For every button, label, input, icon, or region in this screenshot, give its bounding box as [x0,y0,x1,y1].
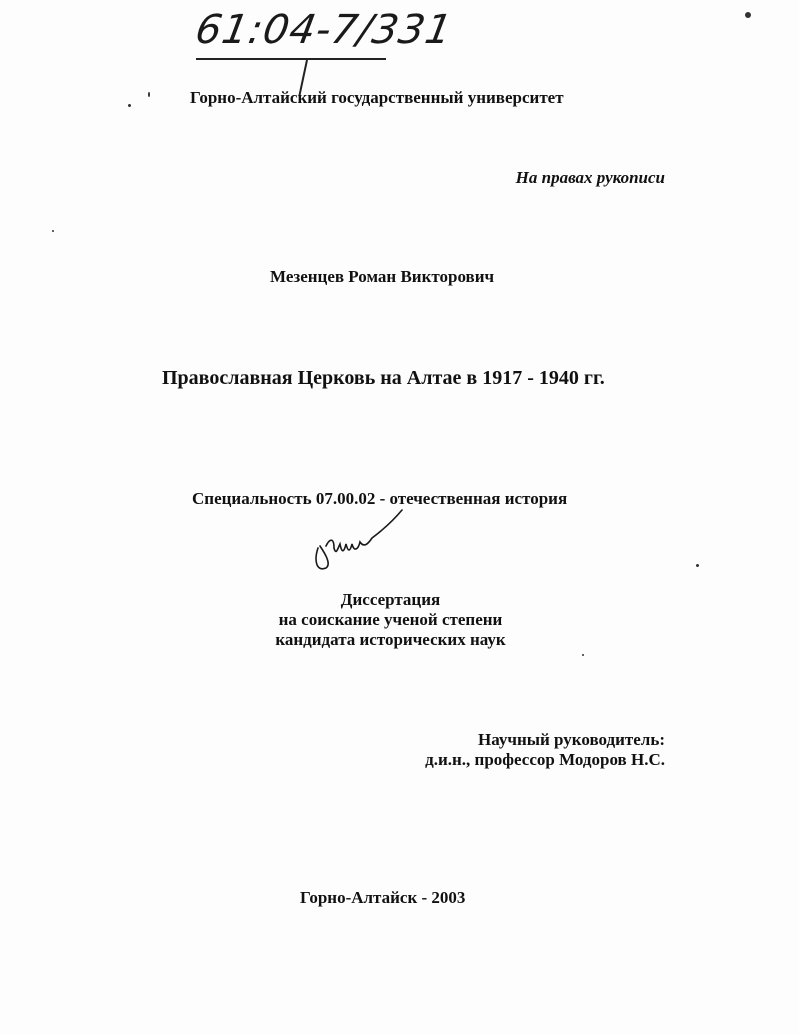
manuscript-rights-note: На правах рукописи [515,168,665,187]
handwritten-underline [196,58,386,60]
handwritten-archive-code: 61:04-7/331 [191,7,457,53]
specialty: Специальность 07.00.02 - отечественная история [192,489,568,508]
advisor-label: Научный руководитель: [478,730,665,749]
scan-speck [128,104,131,107]
city-year: Горно-Алтайск - 2003 [300,888,466,907]
university-name: Горно-Алтайский государственный университет [190,88,564,107]
signature-mark [312,508,412,578]
scan-speck [696,564,699,567]
dissertation-degree: кандидата исторических наук [275,630,506,649]
scan-speck [52,230,54,232]
scan-speck [148,92,150,97]
scan-speck [582,654,584,656]
dissertation-title: Православная Церковь на Алтае в 1917 - 1940 гг. [162,367,605,389]
dissertation-type: Диссертация [340,590,441,609]
author-name: Мезенцев Роман Викторович [270,267,495,286]
scan-speck [745,12,751,18]
dissertation-purpose: на соискание ученой степени [278,610,503,629]
advisor-name: д.и.н., профессор Модоров Н.С. [425,750,665,769]
